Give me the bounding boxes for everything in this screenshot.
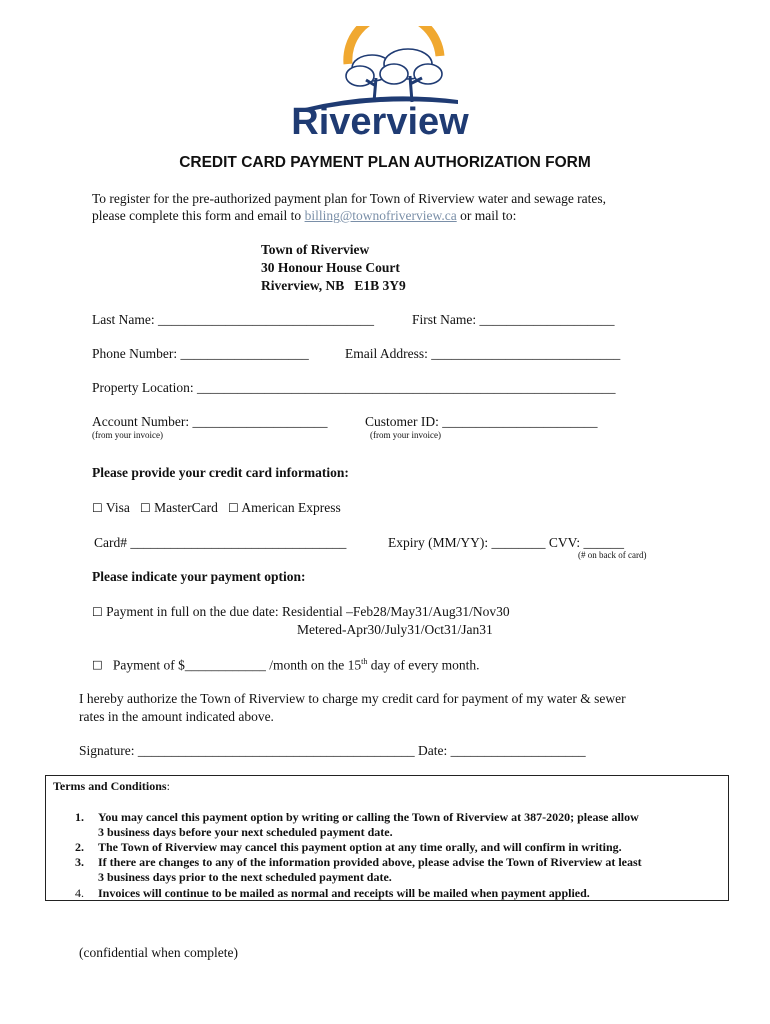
terms-item-4-num: 4. bbox=[75, 886, 84, 900]
mastercard-checkbox[interactable]: ☐ bbox=[139, 501, 151, 515]
card-number-field[interactable]: Card# ________________________________ bbox=[94, 535, 347, 550]
terms-colon: : bbox=[166, 779, 170, 793]
logo-wordmark: Riverview bbox=[291, 101, 469, 138]
terms-item-3-line-2: 3 business days prior to the next scheduled payment date. bbox=[98, 870, 392, 884]
tree-icon bbox=[346, 49, 442, 86]
payment-full-line-2: Metered-Apr30/July31/Oct31/Jan31 bbox=[297, 622, 493, 637]
terms-item-1-line-2: 3 business days before your next scheduled payment date. bbox=[98, 825, 393, 839]
email-address-field[interactable]: Email Address: ____________________________ bbox=[345, 346, 621, 361]
account-number-field[interactable]: Account Number: ____________________ bbox=[92, 414, 328, 429]
payment-monthly-before: Payment of $____________ /month on the 15 bbox=[112, 657, 362, 673]
payment-full-checkbox[interactable]: ☐ bbox=[92, 605, 103, 619]
property-location-field[interactable]: Property Location: ______________________________________________________________ bbox=[92, 380, 616, 395]
email-link[interactable]: billing@townofriverview.ca bbox=[304, 208, 457, 223]
terms-heading: Terms and Conditions bbox=[53, 779, 167, 793]
terms-item-3-line-1: If there are changes to any of the information provided above, please advise the Town of Riverview at least bbox=[98, 855, 642, 869]
terms-heading-line bbox=[53, 779, 170, 794]
form-title: CREDIT CARD PAYMENT PLAN AUTHORIZATION FORM bbox=[179, 154, 591, 171]
riverview-logo bbox=[290, 26, 470, 138]
terms-item-4-line-1: Invoices will continue to be mailed as normal and receipts will be mailed when payment applied. bbox=[98, 886, 590, 900]
customer-hint: (from your invoice) bbox=[370, 430, 441, 440]
amex-checkbox[interactable]: ☐ bbox=[227, 501, 239, 515]
phone-field[interactable]: Phone Number: ___________________ bbox=[92, 346, 309, 361]
visa-label: Visa bbox=[105, 500, 130, 515]
payment-heading: Please indicate your payment option: bbox=[92, 569, 306, 584]
address-line-2: 30 Honour House Court bbox=[261, 260, 400, 275]
signature-date-field[interactable]: Signature: _________________________________________ Date: ____________________ bbox=[79, 743, 586, 758]
visa-checkbox[interactable]: ☐ bbox=[92, 501, 103, 515]
payment-monthly-after: day of every month. bbox=[367, 657, 480, 673]
payment-full-option bbox=[92, 604, 510, 620]
intro-before: please complete this form and email to bbox=[92, 208, 305, 223]
confidential-note: (confidential when complete) bbox=[79, 945, 238, 960]
terms-item-2-line-1: The Town of Riverview may cancel this payment option at any time orally, and will confirm in writing. bbox=[98, 840, 622, 854]
intro-line-2 bbox=[92, 208, 516, 224]
terms-item-1-num: 1. bbox=[75, 810, 84, 824]
terms-item-3-num: 3. bbox=[75, 855, 84, 869]
customer-id-field[interactable]: Customer ID: _______________________ bbox=[365, 414, 598, 429]
card-type-row bbox=[92, 500, 341, 516]
amex-label: American Express bbox=[241, 500, 341, 515]
intro-after: or mail to: bbox=[456, 208, 517, 223]
payment-monthly-sup: th bbox=[361, 657, 368, 666]
address-line-1: Town of Riverview bbox=[261, 242, 370, 257]
mastercard-label: MasterCard bbox=[154, 500, 218, 515]
account-hint: (from your invoice) bbox=[92, 430, 163, 440]
terms-box bbox=[45, 775, 729, 901]
address-line-3: Riverview, NB E1B 3Y9 bbox=[261, 278, 406, 293]
terms-item-2-num: 2. bbox=[75, 840, 84, 854]
authorization-line-1: I hereby authorize the Town of Riverview to charge my credit card for payment of my water & sewer bbox=[79, 691, 626, 706]
payment-monthly-option bbox=[92, 657, 479, 674]
payment-monthly-checkbox[interactable]: ☐ bbox=[92, 658, 103, 673]
first-name-field[interactable]: First Name: ____________________ bbox=[412, 312, 615, 327]
card-heading: Please provide your credit card information: bbox=[92, 465, 349, 480]
expiry-cvv-field[interactable]: Expiry (MM/YY): ________ CVV: ______ bbox=[388, 535, 624, 550]
intro-line-1: To register for the pre-authorized payment plan for Town of Riverview water and sewage rates, bbox=[92, 191, 607, 206]
terms-item-1-line-1: You may cancel this payment option by writing or calling the Town of Riverview at 387-2020; please allow bbox=[98, 810, 639, 824]
last-name-field[interactable]: Last Name: ________________________________ bbox=[92, 312, 374, 327]
authorization-line-2: rates in the amount indicated above. bbox=[79, 709, 274, 724]
cvv-hint: (# on back of card) bbox=[578, 550, 647, 560]
payment-full-label: Payment in full on the due date: Residential –Feb28/May31/Aug31/Nov30 bbox=[106, 604, 510, 619]
